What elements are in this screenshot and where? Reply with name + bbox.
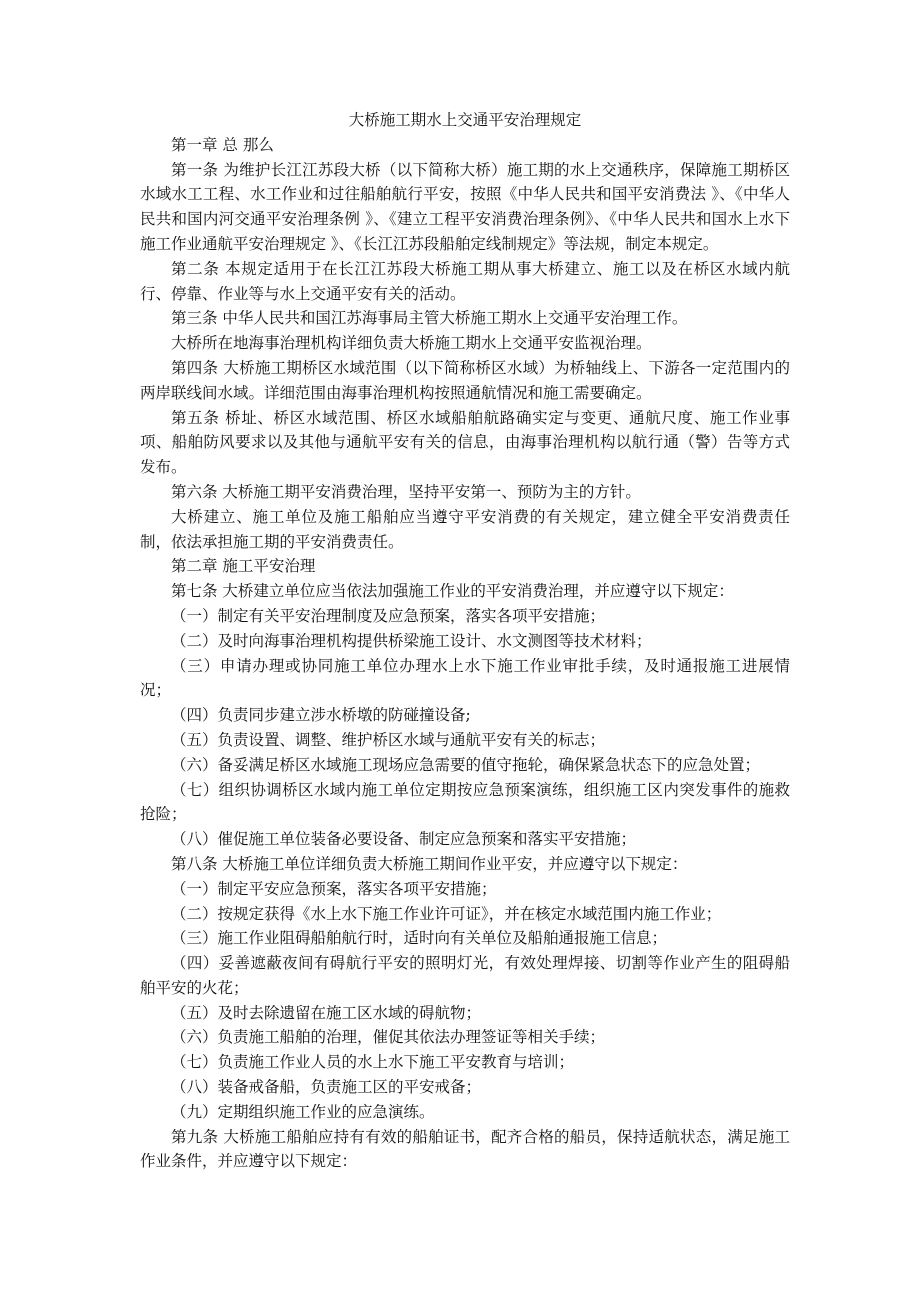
document-paragraph: （八）催促施工单位装备必要设备、制定应急预案和落实平安措施； [171, 830, 637, 849]
document-paragraph: 第二章 施工平安治理 [171, 557, 316, 576]
document-paragraph: 第三条 中华人民共和国江苏海事局主管大桥施工期水上交通平安治理工作。 [171, 309, 688, 328]
document-paragraph: （三）施工作业阻碍船舶航行时，适时向有关单位及船舶通报施工信息； [171, 929, 668, 948]
document-page [140, 108, 790, 1174]
document-paragraph: （四）妥善遮蔽夜间有碍航行平安的照明灯光，有效处理焊接、切割等作业产生的阻碍船舶平安的火花； [140, 954, 790, 997]
document-paragraph: （四）负责同步建立涉水桥墩的防碰撞设备; [171, 706, 471, 725]
document-paragraph: （三）申请办理或协同施工单位办理水上水下施工作业审批手续，及时通报施工进展情况； [140, 656, 790, 700]
document-paragraph: 第六条 大桥施工期平安消费治理，坚持平安第一、预防为主的方针。 [171, 482, 641, 501]
document-paragraph: （七）组织协调桥区水域内施工单位定期按应急预案演练，组织施工区内突发事件的施救抢险； [140, 780, 790, 824]
document-paragraph: 大桥所在地海事治理机构详细负责大桥施工期水上交通平安监视治理。 [171, 334, 652, 353]
document-paragraph: 第四条 大桥施工期桥区水域范围（以下简称桥区水域）为桥轴线上、下游各一定范围内的两岸联线间水域。详细范围由海事治理机构按照通航情况和施工需要确定。 [140, 358, 790, 402]
document-paragraph: 第八条 大桥施工单位详细负责大桥施工期间作业平安，并应遵守以下规定： [171, 854, 688, 873]
document-paragraph: （九）定期组织施工作业的应急演练。 [171, 1102, 435, 1121]
document-paragraph: （二）按规定获得《水上水下施工作业许可证》，并在核定水域范围内施工作业； [171, 904, 722, 923]
document-paragraph: 大桥建立、施工单位及施工船舶应当遵守平安消费的有关规定，建立健全平安消费责任制，依法承担施工期的平安消费责任。 [140, 507, 790, 551]
document-title: 大桥施工期水上交通平安治理规定 [348, 111, 582, 129]
document-paragraph: （六）负责施工船舶的治理，催促其依法办理签证等相关手续； [171, 1028, 606, 1047]
document-paragraph: 第二条 本规定适用于在长江江苏段大桥施工期从事大桥建立、施工以及在桥区水域内航行、停靠、作业等与水上交通平安有关的活动。 [140, 259, 790, 303]
document-paragraph: 第五条 桥址、桥区水域范围、桥区水域船舶航路确实定与变更、通航尺度、施工作业事项、船舶防风要求以及其他与通航平安有关的信息，由海事治理机构以航行通（警）告等方式发布。 [140, 408, 790, 477]
document-paragraph: （六）备妥满足桥区水域施工现场应急需要的值守拖轮，确保紧急状态下的应急处置； [171, 755, 761, 774]
document-paragraph: 第一条 为维护长江江苏段大桥（以下简称大桥）施工期的水上交通秩序，保障施工期桥区水域水工工程、水工作业和过往船舶航行平安，按照《中华人民共和国平安消费法 》、《中华人民共和国内河交通平安治理条例 》、《建立工程平安消费治理条例》、《中华人民共和国水上水下施工作业通航平安治理规定 》、《长江江苏段船舶定线制规定》等法规，制定本规定。 [140, 160, 790, 253]
document-paragraph: （一）制定平安应急预案，落实各项平安措施； [171, 879, 497, 898]
document-paragraph: 第七条 大桥建立单位应当依法加强施工作业的平安消费治理，并应遵守以下规定： [171, 582, 734, 601]
document-paragraph: （五）及时去除遗留在施工区水域的碍航物； [171, 1003, 482, 1022]
document-body [140, 133, 790, 1174]
document-paragraph: （一）制定有关平安治理制度及应急预案，落实各项平安措施； [171, 606, 606, 625]
document-paragraph: （二）及时向海事治理机构提供桥梁施工设计、水文测图等技术材料； [171, 631, 652, 650]
document-paragraph: 第九条 大桥施工船舶应持有有效的船舶证书，配齐合格的船员，保持适航状态，满足施工作业条件，并应遵守以下规定： [140, 1127, 790, 1171]
document-paragraph: （五）负责设置、调整、维护桥区水域与通航平安有关的标志； [171, 730, 606, 749]
document-paragraph: （八）装备戒备船，负责施工区的平安戒备； [171, 1078, 482, 1097]
document-paragraph: 第一章 总 那么 [171, 135, 274, 154]
document-paragraph: （七）负责施工作业人员的水上水下施工平安教育与培训； [171, 1053, 575, 1072]
